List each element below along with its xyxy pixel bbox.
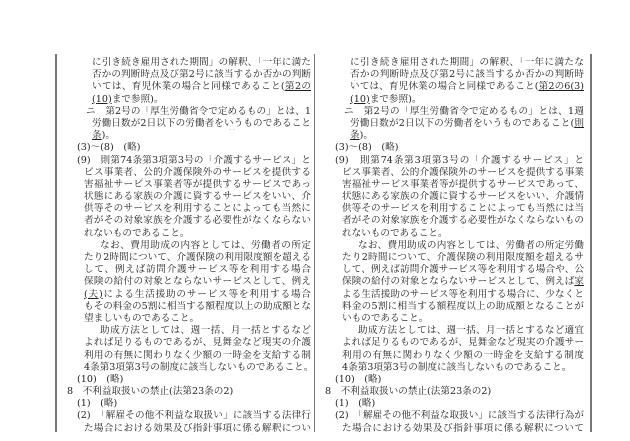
text-line [315,252,590,264]
text-line [315,423,590,435]
text-segment: 者がその対象家族を介護する必要性がなくならないもの [342,215,584,227]
text-line [57,362,314,374]
text-segment: (9) 則第74条第3項第3号の「介護するサービス」と [335,154,584,166]
text-segment: (1) (略) [335,398,376,410]
text-line [57,191,314,203]
text-segment: して、例えば訪問介護サービス等を利用する場合 [84,264,311,276]
text-segment: 4条第3項第3号の制度に該当しないものであること。 [84,361,314,373]
text-line [315,106,590,118]
text-segment: もその料金の5割に相当する額程度以上の助成額とな [84,300,311,312]
text-line [57,106,314,118]
text-line [315,155,590,167]
text-line [57,289,314,301]
text-line [57,423,314,435]
text-line [57,252,314,264]
text-line [57,240,314,252]
text-segment: 望ましいものであること。 [84,312,200,324]
text-segment: 害福祉サービス事業者等が提供するサービスであっ [84,178,311,190]
text-segment: なお、費用助成の内容としては、労働者の所定労働 [358,239,584,251]
text-line [315,289,590,301]
text-line [315,410,590,422]
text-segment: いものであること。 [342,312,429,324]
text-segment: 料金の5割に相当する額程度以上の助成額となることが [342,300,584,312]
text-segment: 8 不利益取扱いの禁止(法第23条の2) [325,386,492,398]
text-segment: (3)～(8) (略) [335,142,399,154]
text-line [315,386,590,398]
text-segment: (3)～(8) (略) [77,142,141,154]
text-segment: ニ 第2号の「厚生労働省令で定めるもの」とは、1週 [344,105,584,117]
text-line [57,325,314,337]
text-line [315,276,590,288]
text-line [57,410,314,422]
text-line [315,167,590,179]
text-line [315,81,590,93]
underlined-reference: 条 [350,130,360,142]
text-line [57,69,314,81]
text-line [57,130,314,142]
text-line [315,118,590,130]
text-segment: (2) 「解雇その他不利益な取扱い」に該当する法律行為が [335,410,584,422]
underlined-reference: 則 [574,117,584,129]
text-segment: いては、育児休業の場合と同様であること( [350,81,539,93]
text-line [315,350,590,362]
text-segment: た場合における効果及び指針事項に係る解釈について [342,422,584,434]
text-line [315,313,590,325]
text-segment: なお、費用助成の内容としては、労働者の所定 [100,239,311,251]
text-line [57,228,314,240]
text-segment: 4条第3項第3号の制度に該当しないものであること。 [342,361,572,373]
text-segment: た場合における効果及び指針事項に係る解釈につい [84,422,311,434]
text-segment: 供等そのサービスを利用することによっても当然には当 [342,203,584,215]
text-line [57,179,314,191]
text-segment: に引き続き雇用された期間」の解釈、「一年に満た [92,57,311,68]
text-segment: 状態にある家族の介護に資するサービスをいい、介 [84,191,311,203]
text-line [57,264,314,276]
text-line [57,276,314,288]
text-line [57,215,314,227]
text-line [57,142,314,154]
text-segment: (1) (略) [77,398,118,410]
text-line [57,386,314,398]
text-segment: に引き続き雇用された期間」の解釈、「一年に満たな [350,57,584,68]
text-line [315,130,590,142]
text-segment: 利用の有無に関わりなく少額の一時金を支給する制度 [342,349,584,361]
text-line [315,362,590,374]
underlined-reference: 第2の6(3) [538,81,584,93]
text-segment: よれば足りるものであるが、見舞金など現実の介護サー [342,337,584,349]
text-line [57,155,314,167]
text-line [315,337,590,349]
text-line [57,94,314,106]
text-segment: 労働日数が2日以下の労働者をいうものであること( [350,117,575,129]
text-segment: 保険の給付の対象とならないサービスとして、例えば [342,276,575,288]
text-line [315,374,590,386]
text-segment: (2) 「解雇その他不利益な取扱い」に該当する法律行 [77,410,311,422]
text-segment: よれば足りるものであるが、見舞金など現実の介護 [84,337,311,349]
text-segment: 者がその対象家族を介護する必要性がなくならない [84,215,311,227]
text-segment: たり2時間について、介護保険の利用限度額を超える [84,252,311,263]
text-line [57,81,314,93]
text-line [57,118,314,130]
text-line [57,313,314,325]
text-segment: して、例えば訪問介護サービス等を利用する場合や、公 [342,264,584,276]
underlined-reference: (10) [92,93,112,105]
text-segment: れないものであること。 [342,227,448,239]
text-line [315,215,590,227]
text-segment: (10) (略) [335,373,382,385]
text-segment: れないものであること。 [84,227,190,239]
old-text-column [55,54,315,432]
text-segment: 状態にある家族の介護に資するサービスをいい、介護情 [342,191,584,203]
text-segment: たり2時間について、介護保険の利用限度額を超えるサ [342,252,584,263]
new-text-column [315,54,592,432]
text-line [57,167,314,179]
text-segment: まで参照)。 [369,93,422,105]
underlined-reference: 第2の [284,81,311,93]
text-line [315,179,590,191]
text-segment: 保険の給付の対象とならないサービスとして、例え [84,276,311,288]
text-line [315,191,590,203]
text-line [57,57,314,69]
text-segment: ニ 第2号の「厚生労働省令で定めるもの」とは、1 [86,105,311,117]
text-segment: ビス事業者、公的介護保険外のサービスを提供する事業 [342,166,584,178]
underlined-reference: (夫) [84,288,103,300]
text-segment: )。 [359,130,373,142]
text-segment: まで参照)。 [111,93,164,105]
text-segment: 供等そのサービスを利用することによっても当然に [84,203,311,215]
text-segment: いては、育児休業の場合と同様であること( [92,81,285,93]
text-line [315,398,590,410]
text-line [315,325,590,337]
text-line [57,398,314,410]
text-segment: 害福祉サービス事業者等が提供するサービスであって、 [342,178,584,190]
text-line [57,374,314,386]
text-segment: 否かの判断時点及び第2号に該当するか否かの判断 [92,69,311,81]
right-column-lines [315,57,590,435]
text-line [315,69,590,81]
text-line [57,350,314,362]
text-line [315,94,590,106]
text-line [315,203,590,215]
text-line [315,57,590,69]
text-segment: 労働日数が2日以下の労働者をいうものであること [92,117,311,129]
text-line [57,203,314,215]
underlined-reference: 家 [574,276,584,288]
text-segment: (9) 則第74条第3項第3号の「介護するサービス」と [77,154,311,166]
text-line [315,228,590,240]
text-segment: (10) (略) [77,373,124,385]
text-segment: 助成方法としては、週一括、月一括とするなど適宜 [358,325,584,337]
text-line [315,142,590,154]
text-line [315,264,590,276]
underlined-reference: 条 [92,130,102,142]
text-line [57,301,314,313]
text-line [57,337,314,349]
text-segment: 否かの判断時点及び第2号に該当するか否かの判断時 [350,69,584,81]
text-segment: )。 [101,130,115,142]
text-segment: よる生活援助のサービス等を利用する場合に、少なくと [342,288,584,300]
underlined-reference: (10) [350,93,370,105]
text-segment: 8 不利益取扱いの禁止(法第23条の2) [67,386,234,398]
text-line [315,240,590,252]
text-segment: ビス事業者、公的介護保険外のサービスを提供する [84,166,311,178]
text-line [315,301,590,313]
text-segment: による生活援助のサービス等を利用する場合 [102,288,311,300]
text-segment: 利用の有無に関わりなく少額の一時金を支給する制 [84,349,311,361]
left-column-lines [57,57,314,435]
text-segment: 助成方法としては、週一括、月一括とするなど [100,325,311,337]
